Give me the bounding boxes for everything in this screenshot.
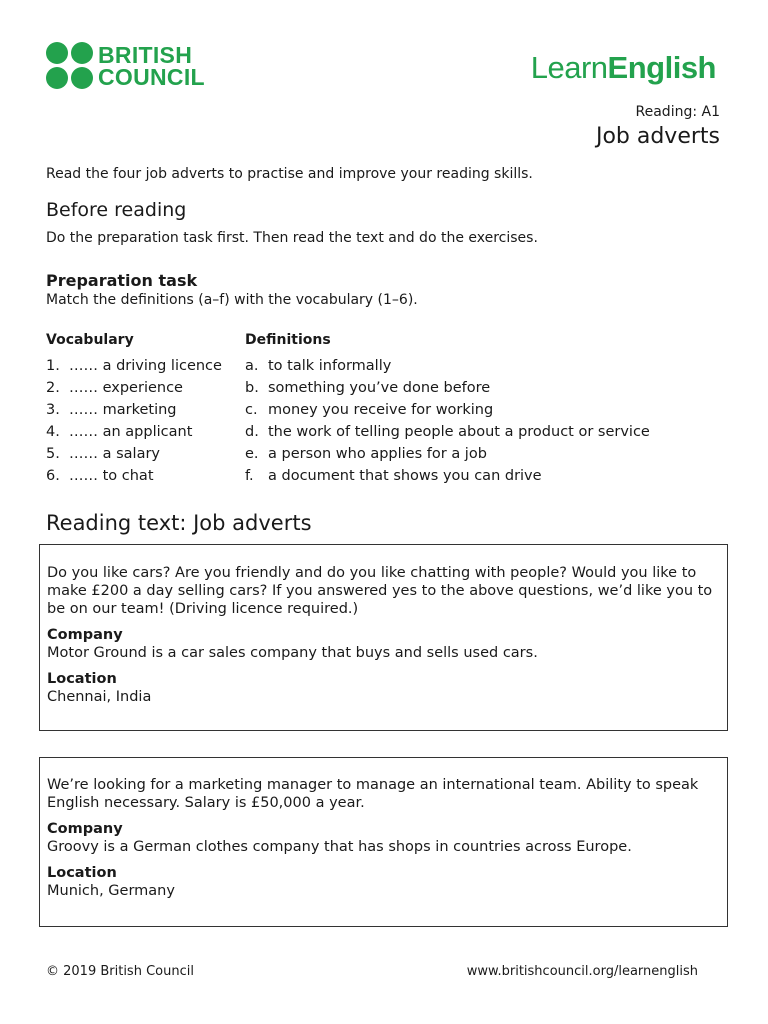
company-text: Groovy is a German clothes company that has shops in countries across Europe.	[47, 839, 632, 855]
item-text: something you’ve done before	[268, 380, 491, 396]
logo-learn: Learn	[530, 50, 608, 85]
page-title: Job adverts	[595, 124, 720, 149]
preparation-heading: Preparation task	[46, 271, 198, 290]
before-reading-text: Do the preparation task first. Then read the text and do the exercises.	[46, 230, 538, 246]
item-number: 5.	[46, 446, 60, 462]
item-text: …… marketing	[69, 402, 177, 418]
item-number: 1.	[46, 358, 60, 374]
job-advert-box	[39, 544, 728, 731]
item-letter: e.	[245, 446, 259, 462]
logo-english: English	[607, 50, 716, 85]
item-number: 2.	[46, 380, 60, 396]
item-text: money you receive for working	[268, 402, 494, 418]
definitions-heading: Definitions	[245, 332, 331, 348]
before-reading-heading: Before reading	[46, 199, 187, 221]
item-letter: a.	[245, 358, 259, 374]
location-label: Location	[47, 865, 117, 881]
vocabulary-heading: Vocabulary	[46, 332, 134, 348]
item-letter: d.	[245, 424, 259, 440]
definition-item	[245, 424, 650, 446]
vocabulary-item	[46, 424, 222, 446]
item-text: to talk informally	[268, 358, 392, 374]
advert-body: We’re looking for a marketing manager to manage an international team. Ability to speak English necessary. Salary is £50,000 a year.	[47, 777, 699, 811]
vocabulary-item	[46, 380, 222, 402]
reading-heading: Reading text: Job adverts	[46, 511, 312, 535]
british-council-dots-icon	[46, 42, 93, 89]
vocabulary-item	[46, 468, 222, 490]
company-label: Company	[47, 627, 123, 643]
item-letter: f.	[245, 468, 254, 484]
item-text: …… to chat	[69, 468, 154, 484]
advert-body: Do you like cars? Are you friendly and do you like chatting with people? Would you like to make £200 a day selling cars? If you answered yes to the above questions, we’d like you to be on our team! (Driving licence required.)	[47, 565, 713, 617]
definition-item	[245, 358, 650, 380]
definition-item	[245, 380, 650, 402]
item-text: the work of telling people about a product or service	[268, 424, 650, 440]
location-text: Munich, Germany	[47, 883, 175, 899]
company-label: Company	[47, 821, 123, 837]
job-advert-box	[39, 757, 728, 927]
footer-copyright: © 2019 British Council	[46, 964, 194, 979]
vocabulary-item	[46, 402, 222, 424]
vocabulary-item	[46, 358, 222, 380]
level-label: Reading: A1	[635, 104, 720, 120]
definition-item	[245, 468, 650, 490]
item-letter: c.	[245, 402, 258, 418]
definition-item	[245, 402, 650, 424]
item-number: 3.	[46, 402, 60, 418]
vocabulary-item	[46, 446, 222, 468]
learnenglish-logo	[531, 50, 716, 86]
vocabulary-list	[46, 358, 222, 490]
location-label: Location	[47, 671, 117, 687]
item-number: 4.	[46, 424, 60, 440]
item-letter: b.	[245, 380, 259, 396]
definitions-list	[245, 358, 650, 490]
logo-line-1: BRITISH	[98, 41, 193, 68]
item-text: a person who applies for a job	[268, 446, 487, 462]
item-text: …… experience	[69, 380, 183, 396]
preparation-text: Match the definitions (a–f) with the vocabulary (1–6).	[46, 292, 418, 308]
definition-item	[245, 446, 650, 468]
company-text: Motor Ground is a car sales company that buys and sells used cars.	[47, 645, 538, 661]
item-text: …… a salary	[69, 446, 161, 462]
british-council-logo	[46, 42, 205, 89]
footer-url: www.britishcouncil.org/learnenglish	[466, 964, 698, 979]
item-text: …… an applicant	[69, 424, 193, 440]
item-text: …… a driving licence	[69, 358, 222, 374]
logo-line-2: COUNCIL	[98, 63, 205, 90]
intro-text: Read the four job adverts to practise and improve your reading skills.	[46, 166, 533, 182]
location-text: Chennai, India	[47, 689, 152, 705]
item-number: 6.	[46, 468, 60, 484]
item-text: a document that shows you can drive	[268, 468, 542, 484]
